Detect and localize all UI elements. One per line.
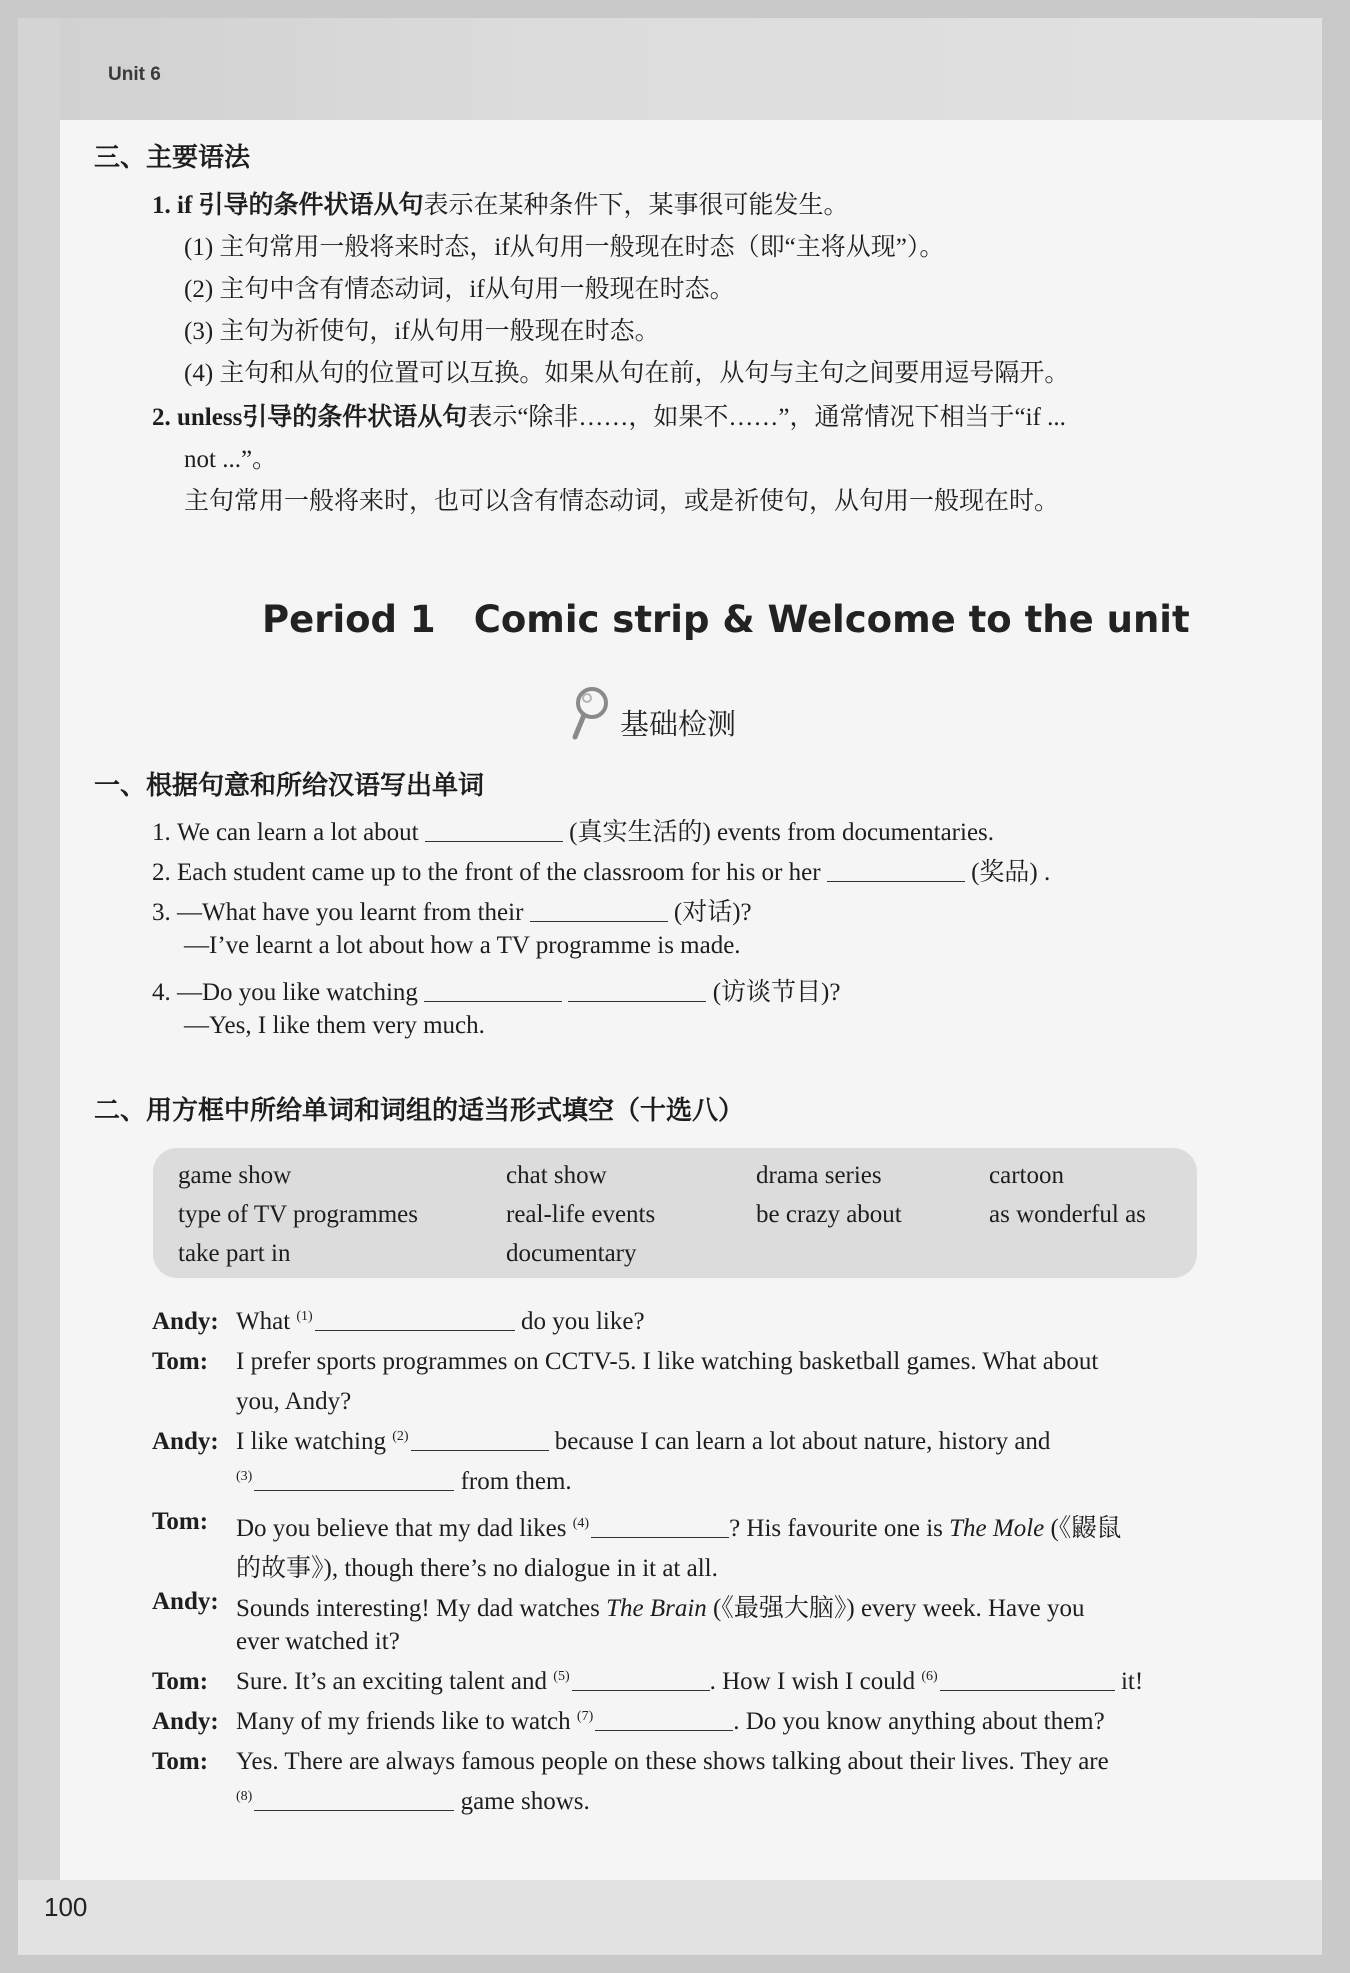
blank-number-2: (2) <box>392 1428 409 1444</box>
dialogue-blank-2[interactable] <box>411 1428 549 1451</box>
footer-band <box>18 1880 1322 1955</box>
blank-number-1: (1) <box>296 1308 313 1324</box>
blank-number-6: (6) <box>921 1668 938 1684</box>
dialogue-blank-1[interactable] <box>315 1308 515 1331</box>
exercise-1-number: 1. <box>152 819 171 846</box>
exercise-1-text-after: (真实生活的) events from documentaries. <box>562 819 995 846</box>
period-number: Period 1 <box>262 598 436 641</box>
word-bank-item: real-life events <box>506 1201 656 1228</box>
dialogue-line-4b: 的故事》), though there’s no dialogue in it at all. <box>236 1555 718 1582</box>
dialogue-text: ? His favourite one is <box>729 1515 950 1542</box>
dialogue-text: Many of my friends like to watch <box>236 1708 577 1735</box>
dialogue-blank-8[interactable] <box>254 1788 454 1811</box>
dialogue-line-1 <box>236 1308 645 1336</box>
exercise-4-number: 4. <box>152 979 171 1006</box>
exercise-4-item <box>152 972 840 1008</box>
grammar-point-1-item-1: (1) 主句常用一般将来时态，if从句用一般现在时态（即“主将从现”）。 <box>184 234 945 261</box>
exercise-4-blank-1[interactable] <box>424 979 562 1002</box>
exercise-2-text-after: (奖品) . <box>964 859 1051 886</box>
grammar-point-1-item-4: (4) 主句和从句的位置可以互换。如果从句在前，从句与主句之间要用逗号隔开。 <box>184 360 1070 387</box>
exercise-4-response: —Yes, I like them very much. <box>184 1012 485 1039</box>
speaker-tom: Tom: <box>152 1348 209 1375</box>
grammar-point-1-item-2: (2) 主句中含有情态动词，if从句用一般现在时态。 <box>184 276 735 303</box>
speaker-tom: Tom: <box>152 1508 209 1535</box>
word-bank-item: type of TV programmes <box>178 1201 419 1228</box>
dialogue-text: from them. <box>454 1468 572 1495</box>
dialogue-line-5b: ever watched it? <box>236 1628 400 1655</box>
grammar-point-2-title: unless引导的条件状语从句 <box>177 404 468 431</box>
word-bank-item: documentary <box>506 1240 637 1267</box>
exercise-1-text-before: We can learn a lot about <box>177 819 425 846</box>
header-band <box>18 18 1322 120</box>
grammar-point-2-text: 表示“除非……，如果不……”，通常情况下相当于“if ... <box>467 404 1066 431</box>
exercise-3-item <box>152 892 752 928</box>
speaker-andy: Andy: <box>152 1308 219 1335</box>
blank-number-4: (4) <box>572 1515 590 1531</box>
grammar-point-1-number: 1. <box>152 192 177 219</box>
speaker-andy: Andy: <box>152 1428 219 1455</box>
dialogue-line-3 <box>236 1428 1050 1456</box>
exercise-3-blank[interactable] <box>530 899 668 922</box>
section-1-heading: 一、根据句意和所给汉语写出单词 <box>94 771 485 801</box>
speaker-andy: Andy: <box>152 1708 219 1735</box>
dialogue-text: do you like? <box>514 1308 645 1335</box>
speaker-tom: Tom: <box>152 1748 209 1775</box>
exercise-3-number: 3. <box>152 899 171 926</box>
dialogue-text: Do you believe that my dad likes <box>236 1515 573 1542</box>
exercise-4-blank-2[interactable] <box>568 979 706 1002</box>
dialogue-blank-7[interactable] <box>595 1708 733 1731</box>
exercise-2-text-before: Each student came up to the front of the classroom for his or her <box>177 859 827 886</box>
period-title <box>262 598 1190 641</box>
dialogue-text: (《鼹鼠 <box>1044 1515 1122 1542</box>
grammar-point-1 <box>152 185 849 221</box>
dialogue-line-7 <box>236 1708 1105 1736</box>
magnifier-icon <box>566 683 614 741</box>
unit-label: Unit 6 <box>108 64 161 85</box>
exercise-4-text-after: (访谈节目)? <box>706 979 841 1006</box>
dialogue-line-8b <box>236 1788 590 1816</box>
dialogue-line-8: Yes. There are always famous people on these shows talking about their lives. They are <box>236 1748 1109 1775</box>
dialogue-blank-3[interactable] <box>254 1468 454 1491</box>
exercise-2-blank[interactable] <box>827 859 965 882</box>
dialogue-blank-5[interactable] <box>572 1668 710 1691</box>
word-bank-item: drama series <box>756 1162 882 1189</box>
dialogue-line-2b: you, Andy? <box>236 1388 352 1415</box>
basic-check-heading: 基础检测 <box>620 707 737 741</box>
dialogue-text: it! <box>1114 1668 1144 1695</box>
exercise-3-text-after: (对话)? <box>667 899 752 926</box>
word-bank-item: cartoon <box>989 1162 1064 1189</box>
grammar-point-2-note: 主句常用一般将来时，也可以含有情态动词，或是祈使句，从句用一般现在时。 <box>184 488 1060 515</box>
grammar-point-1-title: if 引导的条件状语从句 <box>177 192 424 219</box>
exercise-3-response: —I’ve learnt a lot about how a TV programme is made. <box>184 932 741 959</box>
grammar-heading: 三、主要语法 <box>94 143 251 173</box>
dialogue-line-5 <box>236 1588 1084 1624</box>
dialogue-text: because I can learn a lot about nature, history and <box>548 1428 1051 1455</box>
page-number: 100 <box>44 1892 88 1922</box>
grammar-point-2 <box>152 397 1066 433</box>
word-bank-item: as wonderful as <box>989 1201 1146 1228</box>
word-bank-item: take part in <box>178 1240 291 1267</box>
dialogue-line-4 <box>236 1508 1121 1544</box>
word-bank-item: be crazy about <box>756 1201 902 1228</box>
speaker-tom: Tom: <box>152 1668 209 1695</box>
dialogue-text: . How I wish I could <box>709 1668 922 1695</box>
period-name: Comic strip & Welcome to the unit <box>473 598 1190 641</box>
margin-band <box>18 18 60 1955</box>
dialogue-text: (《最强大脑》) every week. Have you <box>706 1595 1085 1622</box>
grammar-point-2-number: 2. <box>152 404 177 431</box>
dialogue-text: What <box>236 1308 297 1335</box>
blank-number-7: (7) <box>576 1708 594 1724</box>
grammar-point-1-item-3: (3) 主句为祈使句，if从句用一般现在时态。 <box>184 318 660 345</box>
dialogue-line-2: I prefer sports programmes on CCTV-5. I like watching basketball games. What about <box>236 1348 1099 1375</box>
section-2-heading: 二、用方框中所给单词和词组的适当形式填空（十选八） <box>94 1096 745 1126</box>
speaker-andy: Andy: <box>152 1588 219 1615</box>
exercise-2-number: 2. <box>152 859 171 886</box>
exercise-1-blank[interactable] <box>425 819 563 842</box>
grammar-point-2-continuation: not ...”。 <box>184 446 278 473</box>
program-title: The Brain <box>606 1595 707 1622</box>
dialogue-line-6 <box>236 1668 1143 1696</box>
dialogue-blank-6[interactable] <box>940 1668 1115 1691</box>
exercise-3-text-before: —What have you learnt from their <box>177 899 530 926</box>
blank-number-5: (5) <box>553 1668 570 1684</box>
grammar-point-1-text: 表示在某种条件下，某事很可能发生。 <box>423 192 849 219</box>
dialogue-text: I like watching <box>236 1428 393 1455</box>
blank-number-3: (3) <box>236 1468 253 1484</box>
dialogue-text: game shows. <box>454 1788 590 1815</box>
dialogue-blank-4[interactable] <box>591 1515 729 1538</box>
exercise-1-item <box>152 812 994 848</box>
blank-number-8: (8) <box>236 1788 253 1804</box>
dialogue-text: Sure. It’s an exciting talent and <box>236 1668 554 1695</box>
program-title: The Mole <box>949 1515 1045 1542</box>
dialogue-line-3b <box>236 1468 572 1496</box>
exercise-4-text-before: —Do you like watching <box>177 979 425 1006</box>
word-bank-item: game show <box>178 1162 292 1189</box>
dialogue-text: . Do you know anything about them? <box>733 1708 1105 1735</box>
word-bank-item: chat show <box>506 1162 607 1189</box>
exercise-2-item <box>152 852 1050 888</box>
dialogue-text: Sounds interesting! My dad watches <box>236 1595 607 1622</box>
